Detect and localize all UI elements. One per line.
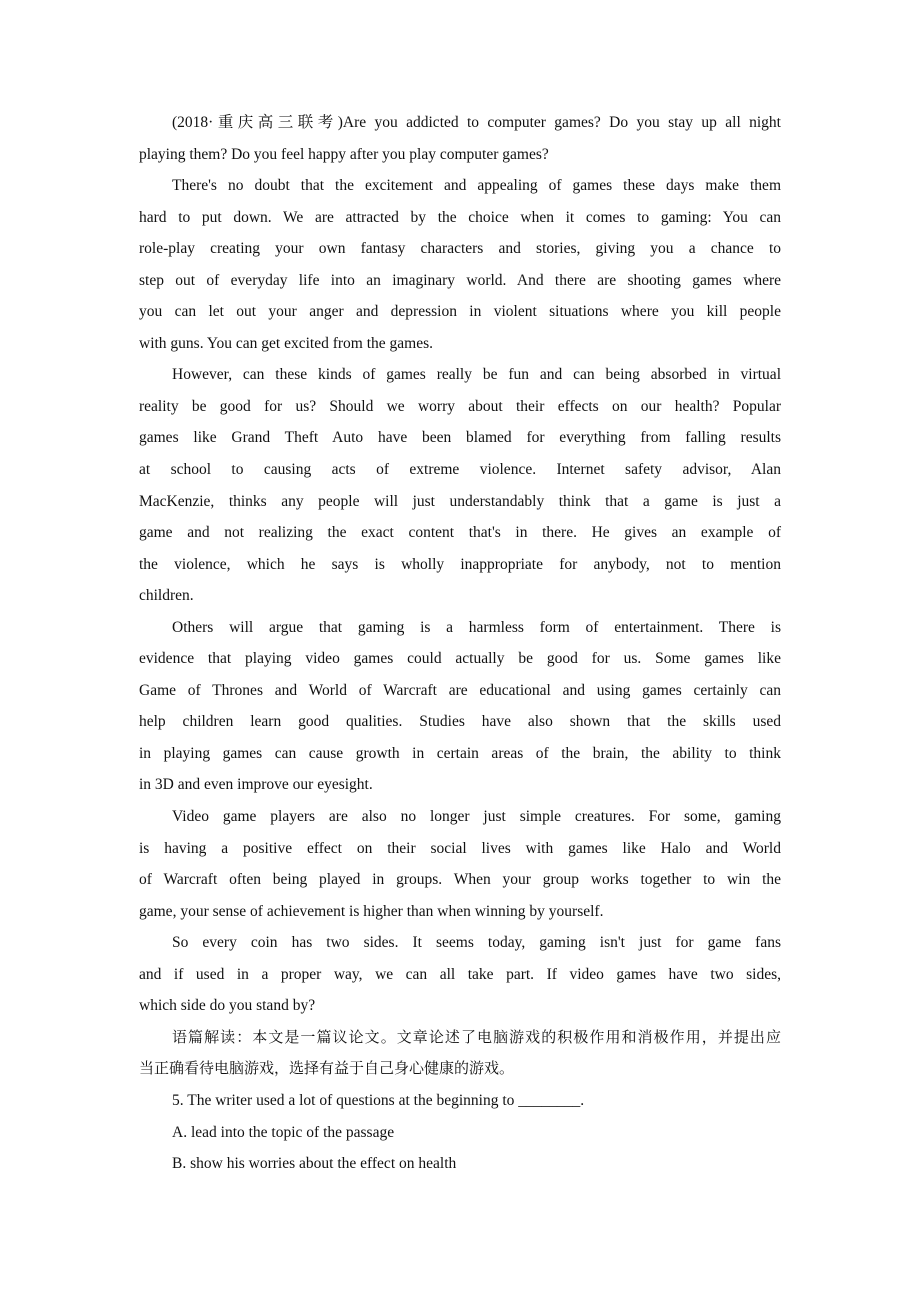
paragraph — [139, 359, 781, 611]
text-line: There's no doubt that the excitement and appealing of games these days make them — [172, 177, 781, 195]
text-line: the violence, which he says is wholly inappropriate for anybody, not to mention — [139, 555, 781, 573]
text-line: game, your sense of achievement is higher than when winning by yourself. — [139, 902, 604, 920]
text-line: Video game players are also no longer just simple creatures. For some, gaming — [172, 808, 781, 826]
text-line: So every coin has two sides. It seems today, gaming isn't just for game fans — [172, 934, 781, 952]
text-line: games like Grand Theft Auto have been blamed for everything from falling results — [139, 429, 781, 447]
text-line: playing them? Do you feel happy after you play computer games? — [139, 145, 549, 163]
text-line: is having a positive effect on their social lives with games like Halo and World — [139, 839, 781, 857]
paragraph — [139, 927, 781, 1022]
text-line: step out of everyday life into an imaginary world. And there are shooting games where — [139, 271, 781, 289]
paragraph — [139, 170, 781, 359]
text-line: hard to put down. We are attracted by the choice when it comes to gaming: You can — [139, 208, 781, 226]
text-line: Game of Thrones and World of Warcraft are educational and using games certainly can — [139, 681, 781, 699]
text-line: in 3D and even improve our eyesight. — [139, 776, 373, 794]
text-line: children. — [139, 587, 194, 605]
text-line: MacKenzie, thinks any people will just understandably think that a game is just a — [139, 492, 781, 510]
paragraph — [139, 612, 781, 801]
paragraph — [139, 107, 781, 170]
text-line: game and not realizing the exact content that's in there. He gives an example of — [139, 524, 781, 542]
analysis-paragraph — [139, 1022, 781, 1085]
text-line: reality be good for us? Should we worry about their effects on our health? Popular — [139, 397, 781, 415]
text-line: role-play creating your own fantasy characters and stories, giving you a chance to — [139, 240, 781, 258]
answer-option: B. show his worries about the effect on health — [172, 1155, 457, 1173]
text-line: and if used in a proper way, we can all take part. If video games have two sides, — [139, 965, 781, 983]
text-line: 当正确看待电脑游戏，选择有益于自己身心健康的游戏。 — [139, 1059, 515, 1078]
text-line: which side do you stand by? — [139, 997, 316, 1015]
question-stem: 5. The writer used a lot of questions at the beginning to ________. — [172, 1091, 585, 1109]
text-line: evidence that playing video games could actually be good for us. Some games like — [139, 650, 781, 668]
text-line: you can let out your anger and depression in violent situations where you kill people — [139, 303, 781, 321]
document-body — [139, 107, 781, 1180]
text-line: (2018·重庆高三联考)Are you addicted to computer games? Do you stay up all night — [172, 114, 781, 131]
text-line: with guns. You can get excited from the games. — [139, 334, 434, 352]
text-line: of Warcraft often being played in groups. When your group works together to win the — [139, 871, 781, 889]
paragraph — [139, 801, 781, 927]
text-line: in playing games can cause growth in certain areas of the brain, the ability to think — [139, 744, 781, 762]
text-line: Others will argue that gaming is a harmless form of entertainment. There is — [172, 618, 781, 636]
text-line: 语篇解读：本文是一篇议论文。文章论述了电脑游戏的积极作用和消极作用，并提出应 — [172, 1027, 781, 1046]
answer-option: A. lead into the topic of the passage — [172, 1123, 395, 1141]
text-line: However, can these kinds of games really be fun and can being absorbed in virtual — [172, 366, 781, 384]
text-line: at school to causing acts of extreme violence. Internet safety advisor, Alan — [139, 461, 781, 479]
text-line: help children learn good qualities. Studies have also shown that the skills used — [139, 713, 781, 731]
